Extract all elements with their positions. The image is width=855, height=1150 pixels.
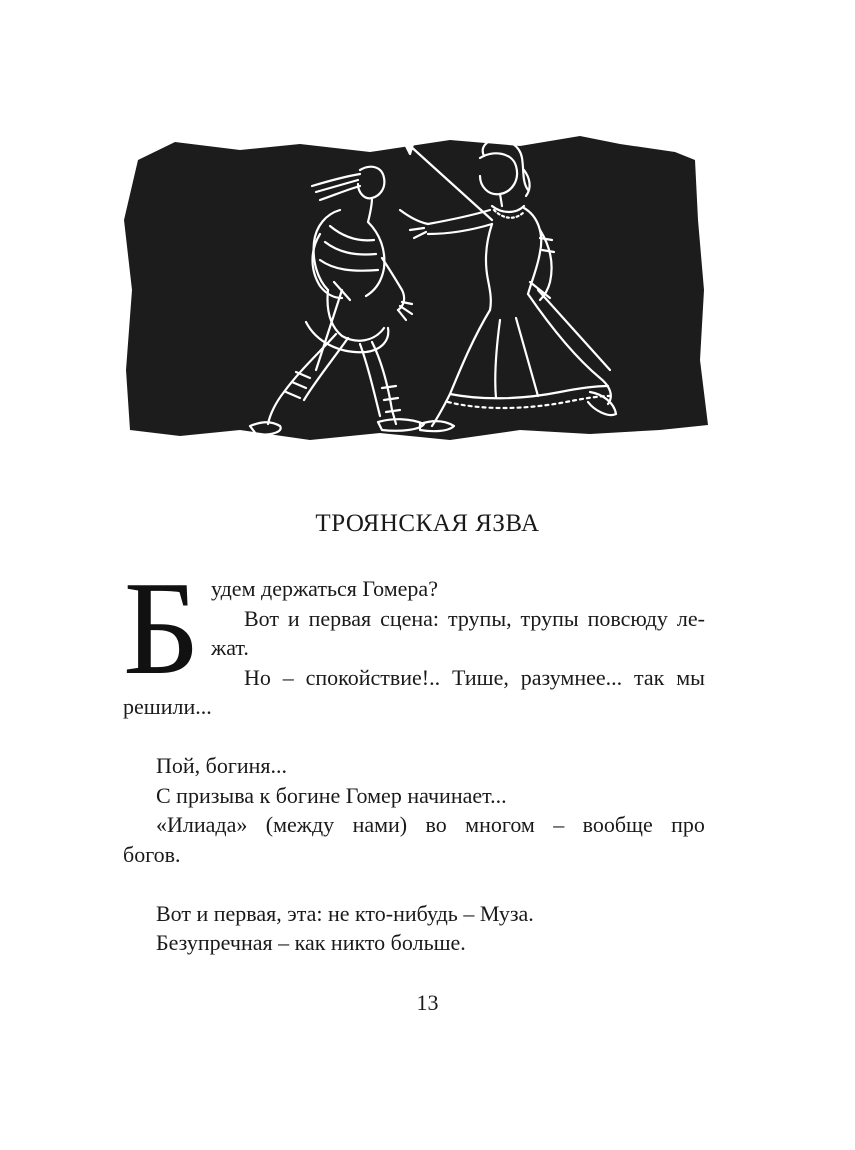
word: трупы, <box>447 605 512 631</box>
paragraph-line: удем держаться Гомера? <box>211 576 438 601</box>
paragraph-line: решили... <box>123 694 212 719</box>
word: (между <box>265 812 335 837</box>
word: разумнее... <box>520 664 623 690</box>
word: и <box>287 605 300 631</box>
paragraph-line: С призыва к богине Гомер начинает... <box>156 782 507 808</box>
paragraph-line: Вот и первая, эта: не кто-нибудь – Муза. <box>156 900 534 926</box>
paragraph-line-justified <box>244 663 705 693</box>
paragraph-line: Безупречная – как никто больше. <box>156 930 466 955</box>
word: многом <box>465 812 535 837</box>
word: ле- <box>676 605 705 631</box>
word: Тише, <box>451 664 509 690</box>
word: во <box>425 812 447 837</box>
word: так <box>634 664 665 690</box>
greek-vase-warrior-and-woman-icon <box>120 130 710 455</box>
paragraph-line: жат. <box>211 635 249 660</box>
paragraph-line-justified <box>156 810 705 840</box>
word: первая <box>308 605 372 631</box>
word: повсюду <box>587 605 668 631</box>
word: Но <box>244 664 271 690</box>
paragraph-line: Пой, богиня... <box>156 753 288 778</box>
word: про <box>671 812 705 837</box>
page-number: 13 <box>416 990 439 1015</box>
paragraph-line-justified <box>244 604 705 634</box>
word: – <box>553 812 565 837</box>
word: Вот <box>244 605 279 631</box>
word: трупы <box>520 605 579 631</box>
word: – <box>282 664 294 690</box>
drop-cap: Б <box>123 554 200 702</box>
word: «Илиада» <box>156 812 248 837</box>
word: нами) <box>352 812 408 837</box>
greek-vase-illustration <box>120 130 710 455</box>
word: спокойствие!.. <box>305 664 441 690</box>
chapter-title: ТРОЯНСКАЯ ЯЗВА <box>315 510 540 537</box>
word: вообще <box>582 812 653 837</box>
word: сцена: <box>380 605 440 631</box>
paragraph-line: богов. <box>123 841 181 867</box>
word: мы <box>676 664 705 690</box>
